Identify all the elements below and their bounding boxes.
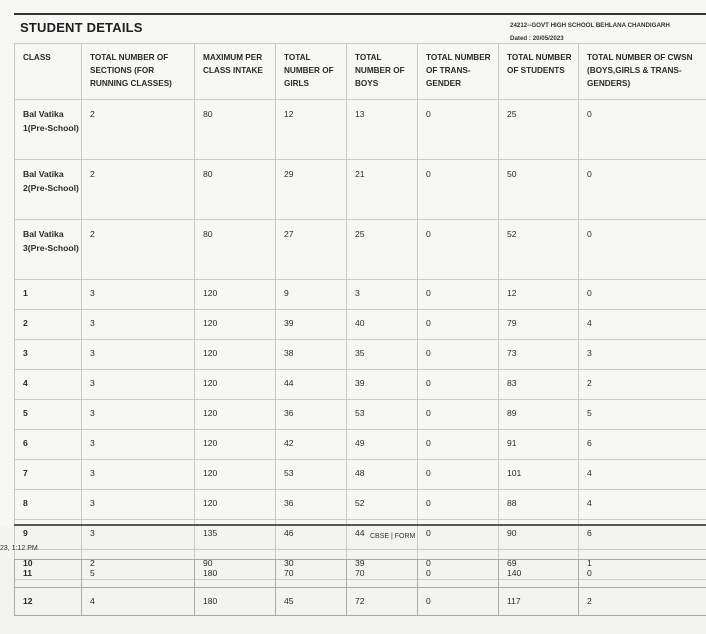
table-cell: 180 — [195, 588, 276, 616]
col-header-students: TOTAL NUMBER OF STUDENTS — [499, 44, 579, 100]
table-cell: 40 — [347, 310, 418, 340]
class-cell: 3 — [15, 340, 82, 370]
table-row — [15, 340, 706, 370]
table-cell: 3 — [579, 340, 706, 370]
table-cell: 25 — [347, 220, 418, 280]
table-cell: 52 — [499, 220, 579, 280]
table-cell: 3 — [82, 490, 195, 520]
top-divider — [14, 13, 706, 15]
table-cell: 0 — [418, 588, 499, 616]
table-cell: 35 — [347, 340, 418, 370]
table-cell: 27 — [276, 220, 347, 280]
table-cell: 0 — [418, 460, 499, 490]
class-cell: 10 — [15, 550, 82, 580]
table-cell: 140 — [499, 560, 579, 588]
table-cell: 3 — [82, 280, 195, 310]
table-cell: 90 — [499, 520, 579, 550]
table-cell: 12 — [499, 280, 579, 310]
table-cell: 2 — [82, 550, 195, 580]
table-row — [15, 220, 706, 280]
table-cell: 38 — [276, 340, 347, 370]
table-cell: 180 — [195, 560, 276, 588]
table-row — [15, 160, 706, 220]
table-cell: 88 — [499, 490, 579, 520]
table-cell: 4 — [579, 490, 706, 520]
table-cell: 3 — [82, 310, 195, 340]
table-cell: 90 — [195, 550, 276, 580]
table-cell: 120 — [195, 280, 276, 310]
table-cell: 42 — [276, 430, 347, 460]
table-cell: 44 — [276, 370, 347, 400]
table-cell: 4 — [579, 310, 706, 340]
table-cell: 39 — [347, 550, 418, 580]
table-cell: 5 — [579, 400, 706, 430]
table-row — [15, 430, 706, 460]
date-label: Dated : 20/05/2023 — [510, 35, 564, 42]
table-cell: 120 — [195, 430, 276, 460]
table-cell: 48 — [347, 460, 418, 490]
table-cell: 21 — [347, 160, 418, 220]
table-cell: 36 — [276, 400, 347, 430]
table-row — [15, 310, 706, 340]
table-cell: 72 — [347, 588, 418, 616]
student-details-table — [14, 43, 706, 580]
table-cell: 70 — [276, 560, 347, 588]
table-cell: 39 — [347, 370, 418, 400]
class-cell: Bal Vatika 2(Pre-School) — [15, 160, 82, 220]
table-cell: 0 — [579, 160, 706, 220]
table-cell: 0 — [579, 220, 706, 280]
table-cell: 0 — [418, 490, 499, 520]
table-cell: 3 — [82, 460, 195, 490]
table-cell: 5 — [82, 560, 195, 588]
col-header-transgender: TOTAL NUMBER OF TRANS-GENDER — [418, 44, 499, 100]
table-cell: 0 — [418, 430, 499, 460]
table-row — [15, 588, 706, 616]
table-row — [15, 490, 706, 520]
table-cell: 0 — [418, 160, 499, 220]
table-cell: 3 — [347, 280, 418, 310]
table-cell: 49 — [347, 430, 418, 460]
col-header-girls: TOTAL NUMBER OF GIRLS — [276, 44, 347, 100]
table-cell: 80 — [195, 160, 276, 220]
table-cell: 6 — [579, 520, 706, 550]
table-cell: 80 — [195, 220, 276, 280]
table-cell: 2 — [82, 160, 195, 220]
col-header-cwsn: TOTAL NUMBER OF CWSN (BOYS,GIRLS & TRANS-GENDERS) — [579, 44, 706, 100]
table-cell: 89 — [499, 400, 579, 430]
table-cell: 36 — [276, 490, 347, 520]
table-row — [15, 100, 706, 160]
table-cell: 9 — [276, 280, 347, 310]
class-cell: 7 — [15, 460, 82, 490]
table-cell: 120 — [195, 460, 276, 490]
table-cell: 0 — [579, 100, 706, 160]
table-row — [15, 280, 706, 310]
class-cell: 2 — [15, 310, 82, 340]
table-cell: 0 — [418, 310, 499, 340]
bottom-divider — [14, 524, 706, 526]
footer-timestamp: 23, 1:12 PM — [0, 545, 38, 552]
table-cell: 53 — [276, 460, 347, 490]
table-cell: 2 — [579, 370, 706, 400]
table-cell: 135 — [195, 520, 276, 550]
table-row — [15, 400, 706, 430]
table-cell: 30 — [276, 550, 347, 580]
class-cell: 11 — [15, 560, 82, 588]
table-cell: 50 — [499, 160, 579, 220]
table-cell: 83 — [499, 370, 579, 400]
table-cell: 120 — [195, 370, 276, 400]
table-cell: 120 — [195, 340, 276, 370]
table-cell: 4 — [82, 588, 195, 616]
table-cell: 25 — [499, 100, 579, 160]
table-cell: 2 — [579, 588, 706, 616]
class-cell: 12 — [15, 588, 82, 616]
table-cell: 6 — [579, 430, 706, 460]
table-cell: 3 — [82, 340, 195, 370]
table-row — [15, 370, 706, 400]
continuation-table — [14, 559, 706, 616]
table-cell: 44 — [347, 520, 418, 550]
table-cell: 29 — [276, 160, 347, 220]
class-cell: Bal Vatika 3(Pre-School) — [15, 220, 82, 280]
table-cell: 13 — [347, 100, 418, 160]
table-cell: 79 — [499, 310, 579, 340]
table-cell: 117 — [499, 588, 579, 616]
class-cell: 5 — [15, 400, 82, 430]
table-cell: 0 — [579, 280, 706, 310]
class-cell: 1 — [15, 280, 82, 310]
table-cell: 3 — [82, 370, 195, 400]
table-cell: 0 — [418, 100, 499, 160]
table-cell: 0 — [418, 520, 499, 550]
table-cell: 12 — [276, 100, 347, 160]
table-cell: 0 — [418, 550, 499, 580]
table-cell: 4 — [579, 460, 706, 490]
table-cell: 120 — [195, 400, 276, 430]
table-cell: 0 — [418, 370, 499, 400]
table-cell: 70 — [347, 560, 418, 588]
table-cell: 52 — [347, 490, 418, 520]
table-cell: 0 — [418, 400, 499, 430]
class-cell: 9 — [15, 520, 82, 550]
table-cell: 0 — [579, 560, 706, 588]
table-cell: 91 — [499, 430, 579, 460]
header-row — [15, 44, 706, 100]
table-cell: 2 — [82, 220, 195, 280]
table-cell: 53 — [347, 400, 418, 430]
col-header-class: CLASS — [15, 44, 82, 100]
footer-form-label: CBSE | FORM — [370, 533, 416, 540]
table-cell: 1 — [579, 550, 706, 580]
page-title: STUDENT DETAILS — [20, 20, 143, 35]
table-row — [15, 460, 706, 490]
table-cell: 3 — [82, 400, 195, 430]
class-cell: 8 — [15, 490, 82, 520]
col-header-sections: TOTAL NUMBER OF SECTIONS (FOR RUNNING CLASSES) — [82, 44, 195, 100]
table-cell: 0 — [418, 340, 499, 370]
class-cell: Bal Vatika 1(Pre-School) — [15, 100, 82, 160]
col-header-max-intake: MAXIMUM PER CLASS INTAKE — [195, 44, 276, 100]
table-cell: 80 — [195, 100, 276, 160]
table-cell: 3 — [82, 520, 195, 550]
table-row — [15, 560, 706, 588]
table-cell: 120 — [195, 490, 276, 520]
school-name: 24212--GOVT HIGH SCHOOL BEHLANA CHANDIGARH — [510, 22, 670, 29]
table-cell: 3 — [82, 430, 195, 460]
col-header-boys: TOTAL NUMBER OF BOYS — [347, 44, 418, 100]
class-cell: 4 — [15, 370, 82, 400]
table-cell: 0 — [418, 280, 499, 310]
table-cell: 120 — [195, 310, 276, 340]
table-cell: 46 — [276, 520, 347, 550]
table-cell: 101 — [499, 460, 579, 490]
table-cell: 2 — [82, 100, 195, 160]
table-cell: 73 — [499, 340, 579, 370]
class-cell: 6 — [15, 430, 82, 460]
table-cell: 0 — [418, 560, 499, 588]
table-cell: 69 — [499, 550, 579, 580]
table-cell: 39 — [276, 310, 347, 340]
table-cell: 45 — [276, 588, 347, 616]
table-cell: 0 — [418, 220, 499, 280]
